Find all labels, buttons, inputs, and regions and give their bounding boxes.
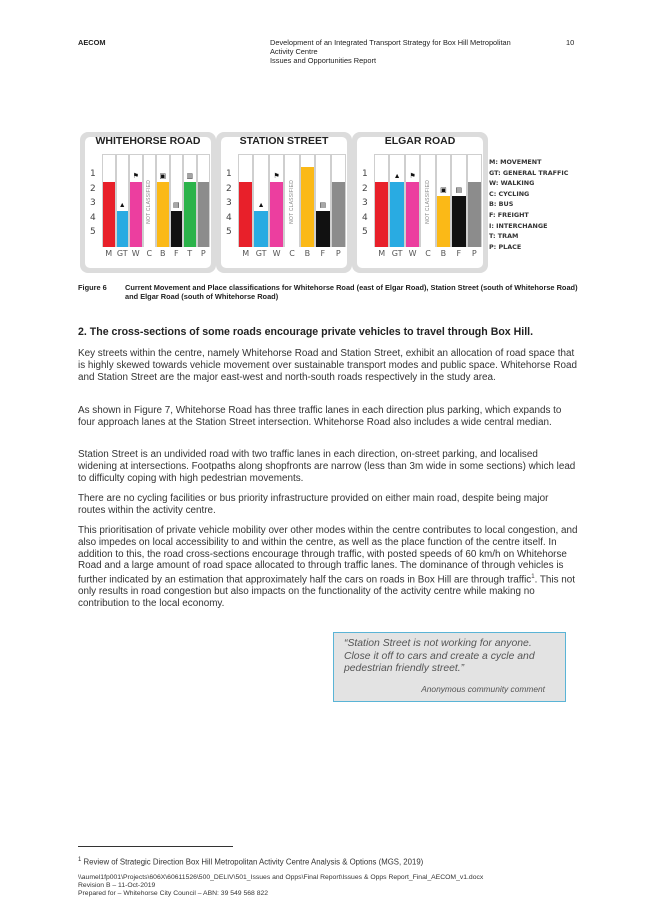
bar-f [171, 211, 183, 247]
figure-legend [489, 157, 568, 252]
bus-icon: ▣ [440, 187, 447, 194]
category-label: P [471, 248, 477, 258]
category-label: B [440, 248, 447, 258]
car-icon: ▲ [257, 201, 265, 209]
bar-b [157, 182, 169, 247]
category-label: T [187, 248, 193, 258]
figure-caption-text: Current Movement and Place classifications for Whitehorse Road (east of Elgar Road), Station Street (south of Whitehorse Road) and Elgar Road (south of Whitehorse Road) [125, 283, 578, 302]
paragraph: As shown in Figure 7, Whitehorse Road has three traffic lanes in each direction plus parking, which expands to four approach lanes at the Station Street intersection. Whitehorse Road also includes a wide central median. [78, 405, 562, 428]
axis-tick-label: 3 [226, 198, 232, 208]
axis-tick-label: 4 [362, 212, 368, 223]
axis-tick-label: 2 [226, 183, 232, 194]
category-label: B [160, 248, 166, 258]
bus-icon: ▣ [159, 172, 167, 180]
category-label: M [242, 248, 250, 258]
category-label: C [425, 248, 431, 258]
axis-tick-label: 3 [90, 198, 96, 208]
category-label: M [378, 248, 386, 258]
footnote [78, 857, 423, 867]
paragraph-text: . This not only results in road congestion but also impacts on the functionality of the activity centre while making no contribution to the local economy. [78, 574, 575, 610]
not-classified-label: NOT CLASSIFIED [425, 180, 431, 224]
axis-tick-label: 2 [90, 183, 96, 194]
header-title [270, 38, 520, 65]
legend-item: T: TRAM [489, 232, 519, 241]
not-classified-label: NOT CLASSIFIED [289, 180, 295, 224]
footer-prepared-for: Prepared for – Whitehorse City Council – ABN: 39 549 568 822 [78, 890, 269, 898]
legend-item: P: PLACE [489, 242, 522, 251]
axis-tick-label: 5 [362, 227, 368, 237]
footer-revision: Revision B – 11-Oct-2019 [78, 882, 156, 890]
header-org: AECOM [78, 38, 106, 47]
axis-tick-label: 2 [362, 183, 368, 194]
page-number: 10 [566, 38, 575, 47]
bar-w [406, 182, 419, 247]
pedestrian-icon: ⚑ [409, 172, 416, 180]
category-label: W [131, 248, 140, 258]
bar-m [239, 182, 252, 247]
quote-attribution: Anonymous community comment [421, 684, 545, 694]
figure-caption [78, 283, 578, 301]
pedestrian-icon: ⚑ [132, 172, 139, 180]
axis-tick-label: 5 [226, 227, 232, 237]
bar-gt [117, 211, 129, 247]
category-label: GT [255, 248, 267, 258]
paragraph-text: This prioritisation of private vehicle mobility over other modes within the centre contributes to local congestion, and also impedes on local accessibility to and within the centre, as well as the place function of the centre itself. In addition to this, the road cross-sections encourage through traffic, with posted speeds of 60 km/h on Whitehorse Road and a large amount of road space allocated to through traffic lanes. The dominance of through vehicles is further indicated by an estimation that approximately half the cars on roads in Box Hill are through traffic [78, 525, 578, 586]
quote-text: “Station Street is not working for anyone. Close it off to cars and create a cycle and pedestrian friendly street.” [344, 638, 535, 675]
pedestrian-icon: ⚑ [273, 172, 280, 180]
panel-title: STATION STREET [239, 135, 329, 147]
paragraph: Key streets within the centre, namely Whitehorse Road and Station Street, exhibit an allocation of road space that is highly skewed towards vehicle movement over sustainable transport modes and public space. Whitehorse Road and Station Street are the major east-west and north-south roads respectively in the study area. [78, 348, 577, 383]
bar-f [316, 211, 329, 247]
car-icon: ▲ [393, 172, 401, 180]
category-label: F [320, 248, 326, 258]
page-footer [78, 874, 483, 899]
legend-item: M: MOVEMENT [489, 158, 542, 166]
car-icon: ▲ [118, 201, 126, 209]
paragraph: Station Street is an undivided road with two traffic lanes in each direction, on-street parking, and localised widening at intersections. Footpaths along shopfronts are narrow (less than 3m wide in some sections) which lead to difficulty coping with high pedestrian movements. [78, 449, 576, 484]
category-label: W [408, 248, 417, 258]
axis-tick-label: 1 [226, 169, 232, 179]
bar-p [468, 182, 481, 247]
bar-b [437, 196, 450, 247]
paragraph: There are no cycling facilities or bus priority infrastructure provided on either main road, despite being major routes within the activity centre. [78, 493, 549, 516]
footnote-text: Review of Strategic Direction Box Hill Metropolitan Activity Centre Analysis & Options (MGS, 2019) [83, 857, 424, 867]
category-label: P [200, 248, 206, 258]
axis-tick-label: 1 [362, 169, 368, 179]
category-label: GT [391, 248, 403, 258]
category-label: P [335, 248, 341, 258]
axis-tick-label: 3 [362, 198, 368, 208]
category-label: C [289, 248, 295, 258]
category-label: F [456, 248, 462, 258]
footnote-divider [78, 846, 233, 847]
axis-tick-label: 5 [90, 227, 96, 237]
legend-item: C: CYCLING [489, 189, 530, 198]
category-label: F [173, 248, 179, 258]
figure-panel [216, 132, 352, 273]
footnote-ref[interactable]: 1 [531, 574, 535, 581]
bar-m [375, 182, 388, 247]
bar-w [130, 182, 142, 247]
pull-quote [333, 632, 566, 702]
section-heading: 2. The cross-sections of some roads encourage private vehicles to travel through Box Hill. [78, 326, 534, 338]
paragraph [78, 525, 578, 610]
category-label: C [146, 248, 153, 258]
footer-path: \\aumel1fp001\Projects\606X\60611526\500_DELIV\501_Issues and Opps\Final Report\Issues & Opps Report_Final_AECOM_v1.docx [78, 874, 484, 881]
header-title-line: Issues and Opportunities Report [270, 56, 376, 65]
bar-m [103, 182, 115, 247]
bar-p [332, 182, 345, 247]
category-label: W [272, 248, 281, 258]
truck-icon: ▤ [455, 187, 463, 194]
tram-icon: ▥ [186, 172, 194, 180]
bar-w [270, 182, 283, 247]
axis-tick-label: 1 [90, 169, 96, 179]
axis-tick-label: 4 [226, 212, 232, 223]
legend-item: W: WALKING [489, 179, 535, 188]
bar-b [301, 167, 314, 247]
not-classified-label: NOT CLASSIFIED [146, 180, 153, 224]
bar-p [198, 182, 210, 247]
bar-gt [254, 211, 267, 247]
category-label: GT [116, 248, 128, 258]
figure-panel [80, 132, 216, 273]
footnote-number: 1 [78, 857, 82, 863]
bar-t [184, 182, 196, 247]
legend-item: B: BUS [489, 200, 514, 209]
legend-item: I: INTERCHANGE [489, 221, 548, 230]
figure-panel [352, 132, 488, 273]
bar-gt [390, 182, 403, 247]
panel-title: ELGAR ROAD [384, 135, 456, 147]
bar-f [452, 196, 465, 247]
figure-number: Figure 6 [78, 283, 107, 292]
legend-item: F: FREIGHT [489, 210, 529, 219]
header-title-line: Activity Centre [270, 47, 318, 56]
legend-item: GT: GENERAL TRAFFIC [489, 168, 569, 177]
header-title-line: Development of an Integrated Transport Strategy for Box Hill Metropolitan [270, 38, 511, 47]
truck-icon: ▤ [319, 201, 327, 209]
truck-icon: ▤ [172, 201, 180, 209]
panel-title: WHITEHORSE ROAD [95, 135, 201, 147]
axis-tick-label: 4 [90, 212, 96, 223]
category-label: M [105, 248, 113, 258]
category-label: B [304, 248, 311, 258]
